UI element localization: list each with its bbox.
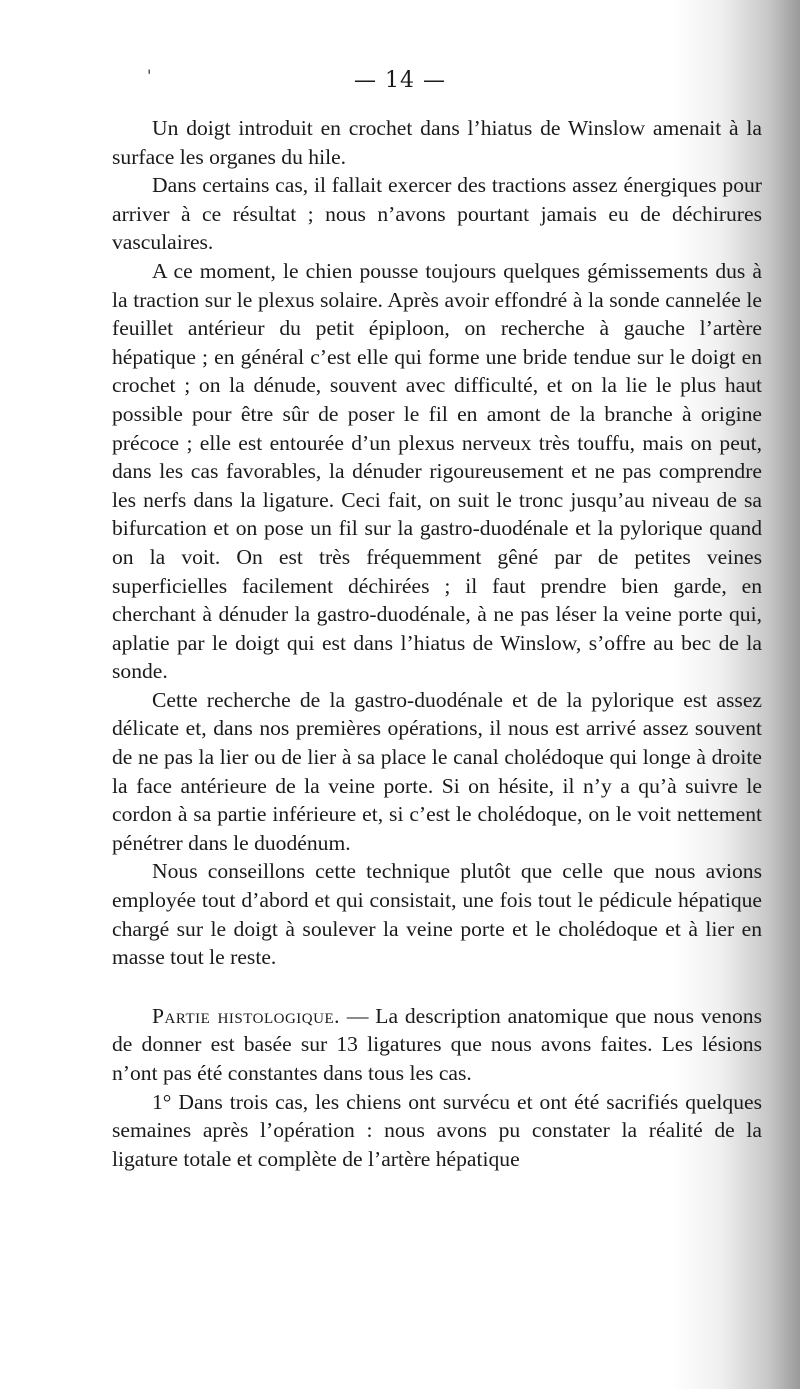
paragraph-4: Cette recherche de la gastro-duodénale et de la pylorique est assez délicate et, dans nos premières opérations, il nous est arrivé assez souvent de ne pas la lier ou de lier à sa place le canal cholédoque qui longe à droite la face antérieure de la veine porte. Si on hésite, il n’y a qu’à suivre le cordon à sa partie inférieure et, si c’est le cholédoque, on le voit nettement pénétrer dans le duodénum.: [112, 687, 762, 855]
body-text: [112, 114, 762, 1173]
paragraph-6-text: — La description anatomique que nous venons de donner est basée sur 13 ligatures que nous avons faites. Les lésions n’ont pas été constantes dans tous les cas.: [112, 1003, 763, 1085]
paragraph-1: Un doigt introduit en crochet dans l’hiatus de Winslow amenait à la surface les organes du hile.: [112, 116, 762, 169]
paragraph-3: A ce moment, le chien pousse toujours quelques gémissements dus à la traction sur le plexus solaire. Après avoir effondré à la sonde cannelée le feuillet antérieur du petit épiploon, on recherche à gauche l’artère hépatique ; en général c’est elle qui forme une bride tendue sur le doigt en crochet ; on la dénude, souvent avec difficulté, et on la lie le plus haut possible pour être sûr de poser le fil en amont de la branche à origine précoce ; elle est entourée d’un plexus nerveux très touffu, mais on peut, dans les cas favorables, la dénuder rigoureusement et ne pas comprendre les nerfs dans la ligature. Ceci fait, on suit le tronc jusqu’au niveau de sa bifurcation et on pose un fil sur la gastro-duodénale et la pylorique quand on la voit. On est très fréquemment gêné par de petites veines superficielles facilement déchirées ; il faut prendre bien garde, en cherchant à dénuder la gastro-duodénale, à ne pas léser la veine porte qui, aplatie par le doigt qui est dans l’hiatus de Winslow, s’offre au bec de la sonde.: [112, 258, 762, 684]
paragraph-7: 1° Dans trois cas, les chiens ont survécu et ont été sacrifiés quelques semaines après l’opération : nous avons pu constater la réalité de la ligature totale et complète de l’artère hépatique: [112, 1089, 762, 1171]
paragraph-2: Dans certains cas, il fallait exercer des tractions assez énergiques pour arriver à ce résultat ; nous n’avons pourtant jamais eu de déchirures vasculaires.: [112, 173, 762, 255]
section-heading: Partie histologique.: [152, 1003, 341, 1028]
paragraph-5: Nous conseillons cette technique plutôt que celle que nous avions employée tout d’abord et qui consistait, une fois tout le pédicule hépatique chargé sur le doigt à soulever la veine porte et le cholédoque et à lier en masse tout le reste.: [112, 859, 762, 970]
page-number: — 14 —: [354, 68, 446, 93]
margin-mark: ': [147, 66, 152, 85]
paragraph-6: [112, 1002, 762, 1088]
